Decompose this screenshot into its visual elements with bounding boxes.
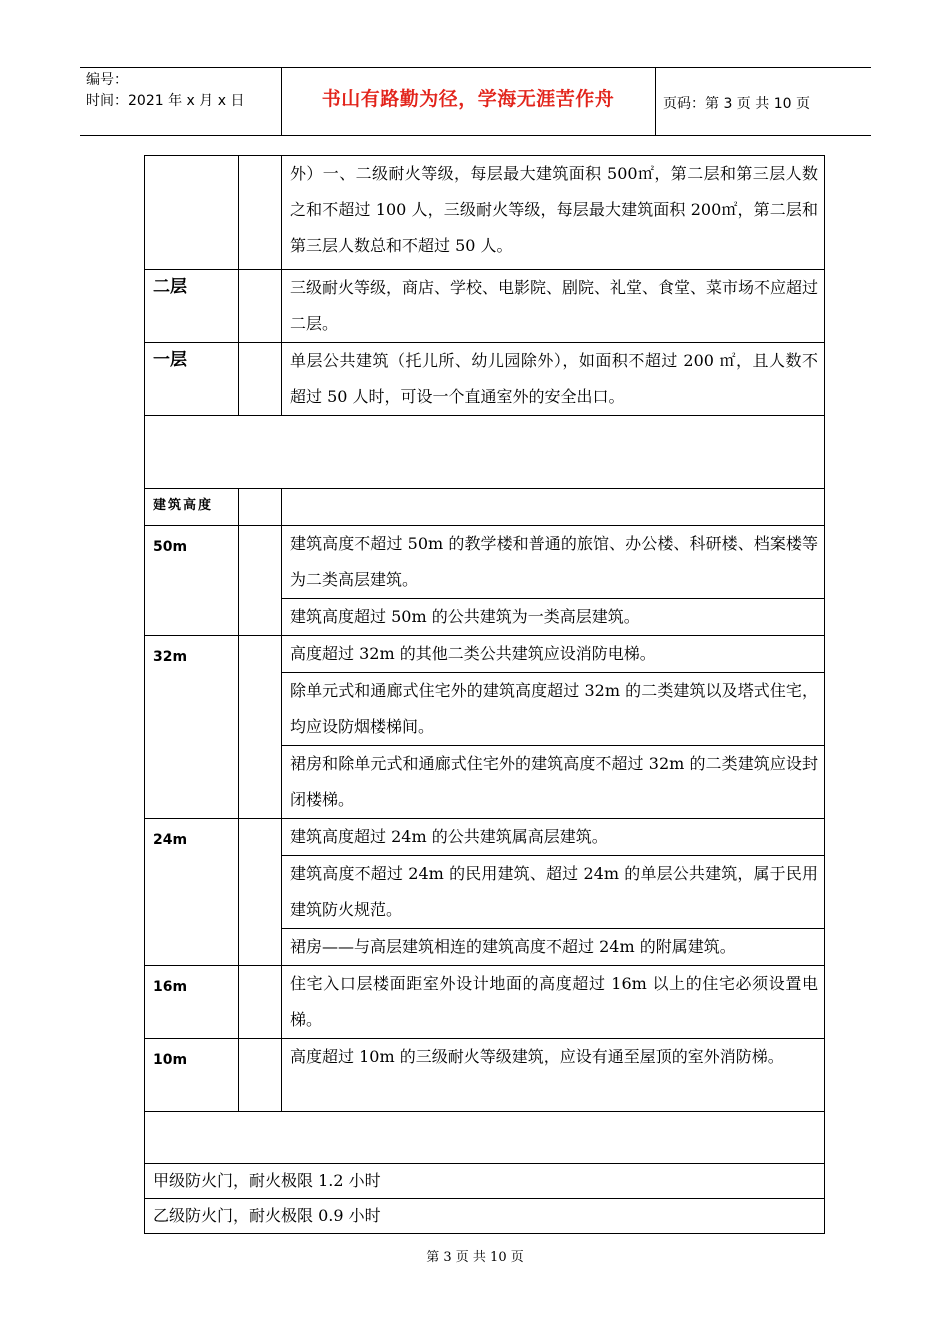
height-rule-text: 住宅入口层楼面距室外设计地面的高度超过 16m 以上的住宅必须设置电梯。 — [290, 974, 818, 1029]
height-label: 10m — [153, 1052, 188, 1068]
spacer-cell — [239, 526, 282, 636]
label-cell — [145, 156, 239, 270]
door-cell — [145, 1164, 825, 1199]
label-cell — [145, 343, 239, 416]
text-cell — [282, 929, 825, 966]
floor-label: 二层 — [153, 277, 187, 297]
door-class-a-text: 甲级防火门，耐火极限 1.2 小时 — [153, 1171, 381, 1190]
label-cell — [145, 966, 239, 1039]
spacer-cell — [239, 270, 282, 343]
height-rule-text: 高度超过 10m 的三级耐火等级建筑，应设有通至屋顶的室外消防梯。 — [290, 1047, 784, 1066]
height-rule-text: 建筑高度超过 50m 的公共建筑为一类高层建筑。 — [290, 607, 640, 626]
table-row — [145, 1039, 825, 1112]
table-row — [145, 1199, 825, 1234]
height-rule-text: 裙房——与高层建筑相连的建筑高度不超过 24m 的附属建筑。 — [290, 937, 736, 956]
door-class-b-text: 乙级防火门，耐火极限 0.9 小时 — [153, 1206, 381, 1225]
spacer-cell — [239, 636, 282, 819]
floor-text: 单层公共建筑（托儿所、幼儿园除外），如面积不超过 200 ㎡，且人数不超过 50 人时，可设一个直通室外的安全出口。 — [290, 351, 818, 406]
text-cell — [282, 156, 825, 270]
content-table — [144, 155, 825, 1234]
spacer-cell — [239, 819, 282, 966]
time-label: 时间：2021 年 x 月 x 日 — [86, 93, 245, 109]
height-label: 32m — [153, 649, 188, 665]
text-cell — [282, 819, 825, 856]
height-rule-text: 建筑高度超过 24m 的公共建筑属高层建筑。 — [290, 827, 608, 846]
header-top-rule — [80, 67, 871, 68]
table-row — [145, 966, 825, 1039]
height-label: 24m — [153, 832, 188, 848]
text-cell — [282, 636, 825, 673]
text-cell — [282, 599, 825, 636]
spacer-cell — [239, 489, 282, 526]
height-rule-text: 高度超过 32m 的其他二类公共建筑应设消防电梯。 — [290, 644, 656, 663]
text-cell — [282, 343, 825, 416]
text-cell — [282, 673, 825, 746]
height-rule-text: 建筑高度不超过 50m 的教学楼和普通的旅馆、办公楼、科研楼、档案楼等为二类高层建筑。 — [290, 534, 818, 589]
door-cell — [145, 1199, 825, 1234]
table-row — [145, 156, 825, 270]
table-row — [145, 526, 825, 599]
text-cell — [282, 1039, 825, 1112]
spacer-cell — [239, 1039, 282, 1112]
label-cell — [145, 1039, 239, 1112]
header-bottom-rule — [80, 135, 871, 136]
text-cell — [282, 966, 825, 1039]
spacer-cell — [239, 343, 282, 416]
header-meta — [86, 70, 281, 112]
table-row — [145, 270, 825, 343]
header-divider — [655, 67, 656, 136]
text-cell — [282, 856, 825, 929]
label-cell — [145, 636, 239, 819]
empty-row — [145, 1112, 825, 1164]
text-cell — [282, 489, 825, 526]
text-cell — [282, 746, 825, 819]
page-footer: 第 3 页 共 10 页 — [426, 1250, 524, 1265]
height-rule-text: 裙房和除单元式和通廊式住宅外的建筑高度不超过 32m 的二类建筑应设封闭楼梯。 — [290, 754, 818, 809]
text-cell — [282, 526, 825, 599]
floor-label: 一层 — [153, 350, 187, 370]
empty-row — [145, 416, 825, 489]
table-row — [145, 636, 825, 673]
spacer-cell — [239, 966, 282, 1039]
table-row — [145, 819, 825, 856]
label-cell — [145, 489, 239, 526]
height-label: 50m — [153, 539, 188, 555]
header-motto: 书山有路勤为径，学海无涯苦作舟 — [321, 88, 615, 110]
height-rule-text: 建筑高度不超过 24m 的民用建筑、超过 24m 的单层公共建筑，属于民用建筑防火规范。 — [290, 864, 818, 919]
table-row — [145, 1164, 825, 1199]
floors-continued-text: 外）一、二级耐火等级，每层最大建筑面积 500㎡，第二层和第三层人数之和不超过 100 人，三级耐火等级，每层最大建筑面积 200㎡，第二层和第三层人数总和不超过 50 人。 — [290, 164, 818, 255]
label-cell — [145, 270, 239, 343]
table-row — [145, 416, 825, 489]
height-rule-text: 除单元式和通廊式住宅外的建筑高度超过 32m 的二类建筑以及塔式住宅，均应设防烟楼梯间。 — [290, 681, 818, 736]
table-row — [145, 1112, 825, 1164]
code-label: 编号： — [86, 72, 128, 88]
header-page-info: 页码：第 3 页 共 10 页 — [663, 96, 810, 112]
table-row — [145, 489, 825, 526]
label-cell — [145, 819, 239, 966]
height-label: 16m — [153, 979, 188, 995]
table-row — [145, 343, 825, 416]
spacer-cell — [239, 156, 282, 270]
floor-text: 三级耐火等级，商店、学校、电影院、剧院、礼堂、食堂、菜市场不应超过二层。 — [290, 278, 819, 333]
label-cell — [145, 526, 239, 636]
height-section-title: 建筑高度 — [153, 498, 214, 513]
text-cell — [282, 270, 825, 343]
